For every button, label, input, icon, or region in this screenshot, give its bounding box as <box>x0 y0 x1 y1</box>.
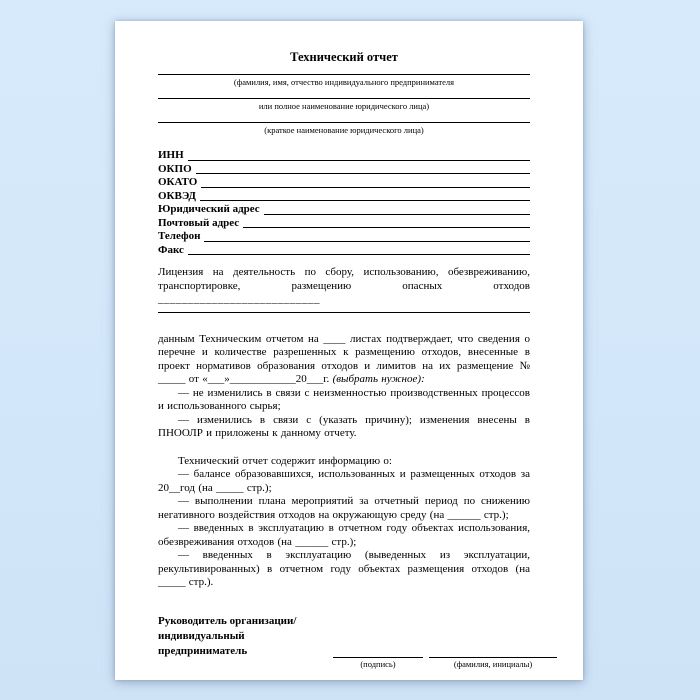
blank-fill-line <box>264 203 530 215</box>
name-initials-line <box>429 644 557 658</box>
signatory-title-line: индивидуальный <box>158 629 245 642</box>
signature-line <box>333 644 423 658</box>
blank-fill-line <box>243 217 530 229</box>
field-row <box>158 163 530 177</box>
signatory-title <box>158 614 333 669</box>
field-label-phone: Телефон <box>158 230 201 242</box>
field-label-okved: ОКВЭД <box>158 189 196 202</box>
field-row <box>158 217 530 231</box>
signature-fields <box>333 614 557 669</box>
field-label-okato: ОКАТО <box>158 176 198 188</box>
line-caption: или полное наименование юридического лица) <box>258 101 430 111</box>
statement-intro-text: данным Техническим отчетом на ____ листах подтверждает, что сведения о перечне и количестве разрешенных к размещению отходов, внесенные в проект нормативов образования отходов и лимитов на их размещение № _____ от «___»____________20___г. <box>158 332 530 385</box>
name-line-group <box>158 122 530 135</box>
document-page <box>115 21 583 680</box>
document-title: Технический отчет <box>290 50 398 64</box>
field-row <box>158 230 530 244</box>
blank-fill-line <box>158 122 530 123</box>
blank-fill-line <box>196 163 530 175</box>
contents-item: — балансе образовавшихся, использованных и размещенных отходов за 20__год (на _____ стр.); <box>158 468 530 494</box>
name-initials-caption: (фамилия, инициалы) <box>453 658 533 669</box>
field-row <box>158 149 530 163</box>
field-row <box>158 176 530 190</box>
license-blank: ___________________________ <box>158 293 320 305</box>
field-label-fax: Факс <box>158 243 184 256</box>
blank-fill-line <box>158 98 530 99</box>
name-line-group <box>158 74 530 87</box>
blank-fill-line <box>204 230 530 242</box>
blank-fill-line <box>200 190 530 202</box>
license-text: Лицензия на деятельность по сбору, использованию, обезвреживанию, транспортировке, размещению опасных отходов <box>158 266 530 292</box>
blank-fill-line <box>188 244 530 256</box>
field-row <box>158 244 530 258</box>
contents-item: — введенных в эксплуатацию (выведенных из эксплуатации, рекультивированных) в отчетном году объектах размещения отходов (на _____ стр.). <box>158 549 530 588</box>
contents-item: — введенных в эксплуатацию в отчетном году объектах использования, обезвреживания отходов (на ______ стр.); <box>158 522 530 548</box>
name-initials-field <box>429 644 557 669</box>
statement-intro-note: (выбрать нужное): <box>332 373 425 385</box>
name-line-group <box>158 98 530 111</box>
line-caption: (фамилия, имя, отчество индивидуального предпринимателя <box>233 77 455 87</box>
field-label-okpo: ОКПО <box>158 162 192 175</box>
signatory-title-line: Руководитель организации/ <box>158 614 297 627</box>
contents-heading: Технический отчет содержит информацию о: <box>178 454 392 467</box>
statement-option: — изменились в связи с (указать причину); изменения внесены в ПНООЛР и приложены к данному отчету. <box>158 413 530 439</box>
blank-fill-line <box>188 149 530 161</box>
signatory-title-line: предприниматель <box>158 644 248 657</box>
field-label-legal-address: Юридический адрес <box>158 203 260 215</box>
field-label-postal-address: Почтовый адрес <box>158 216 240 229</box>
statement-intro <box>158 333 530 387</box>
blank-fill-line <box>158 74 530 75</box>
requisites-block <box>158 149 530 257</box>
signature-block <box>158 614 533 669</box>
line-caption: (краткое наименование юридического лица) <box>264 125 424 135</box>
signature-field <box>333 644 423 669</box>
signature-caption: (подпись) <box>360 658 396 669</box>
blank-fill-line <box>201 176 530 188</box>
license-paragraph <box>158 266 530 307</box>
field-row <box>158 203 530 217</box>
blank-fill-line <box>158 312 530 313</box>
statement-option: — не изменились в связи с неизменностью производственных процессов и использованного сырья; <box>158 386 530 412</box>
contents-item: — выполнении плана мероприятий за отчетный период по снижению негативного воздействия отходов на окружающую среду (на ______ стр.); <box>158 495 530 521</box>
field-row <box>158 190 530 204</box>
field-label-inn: ИНН <box>158 149 184 161</box>
